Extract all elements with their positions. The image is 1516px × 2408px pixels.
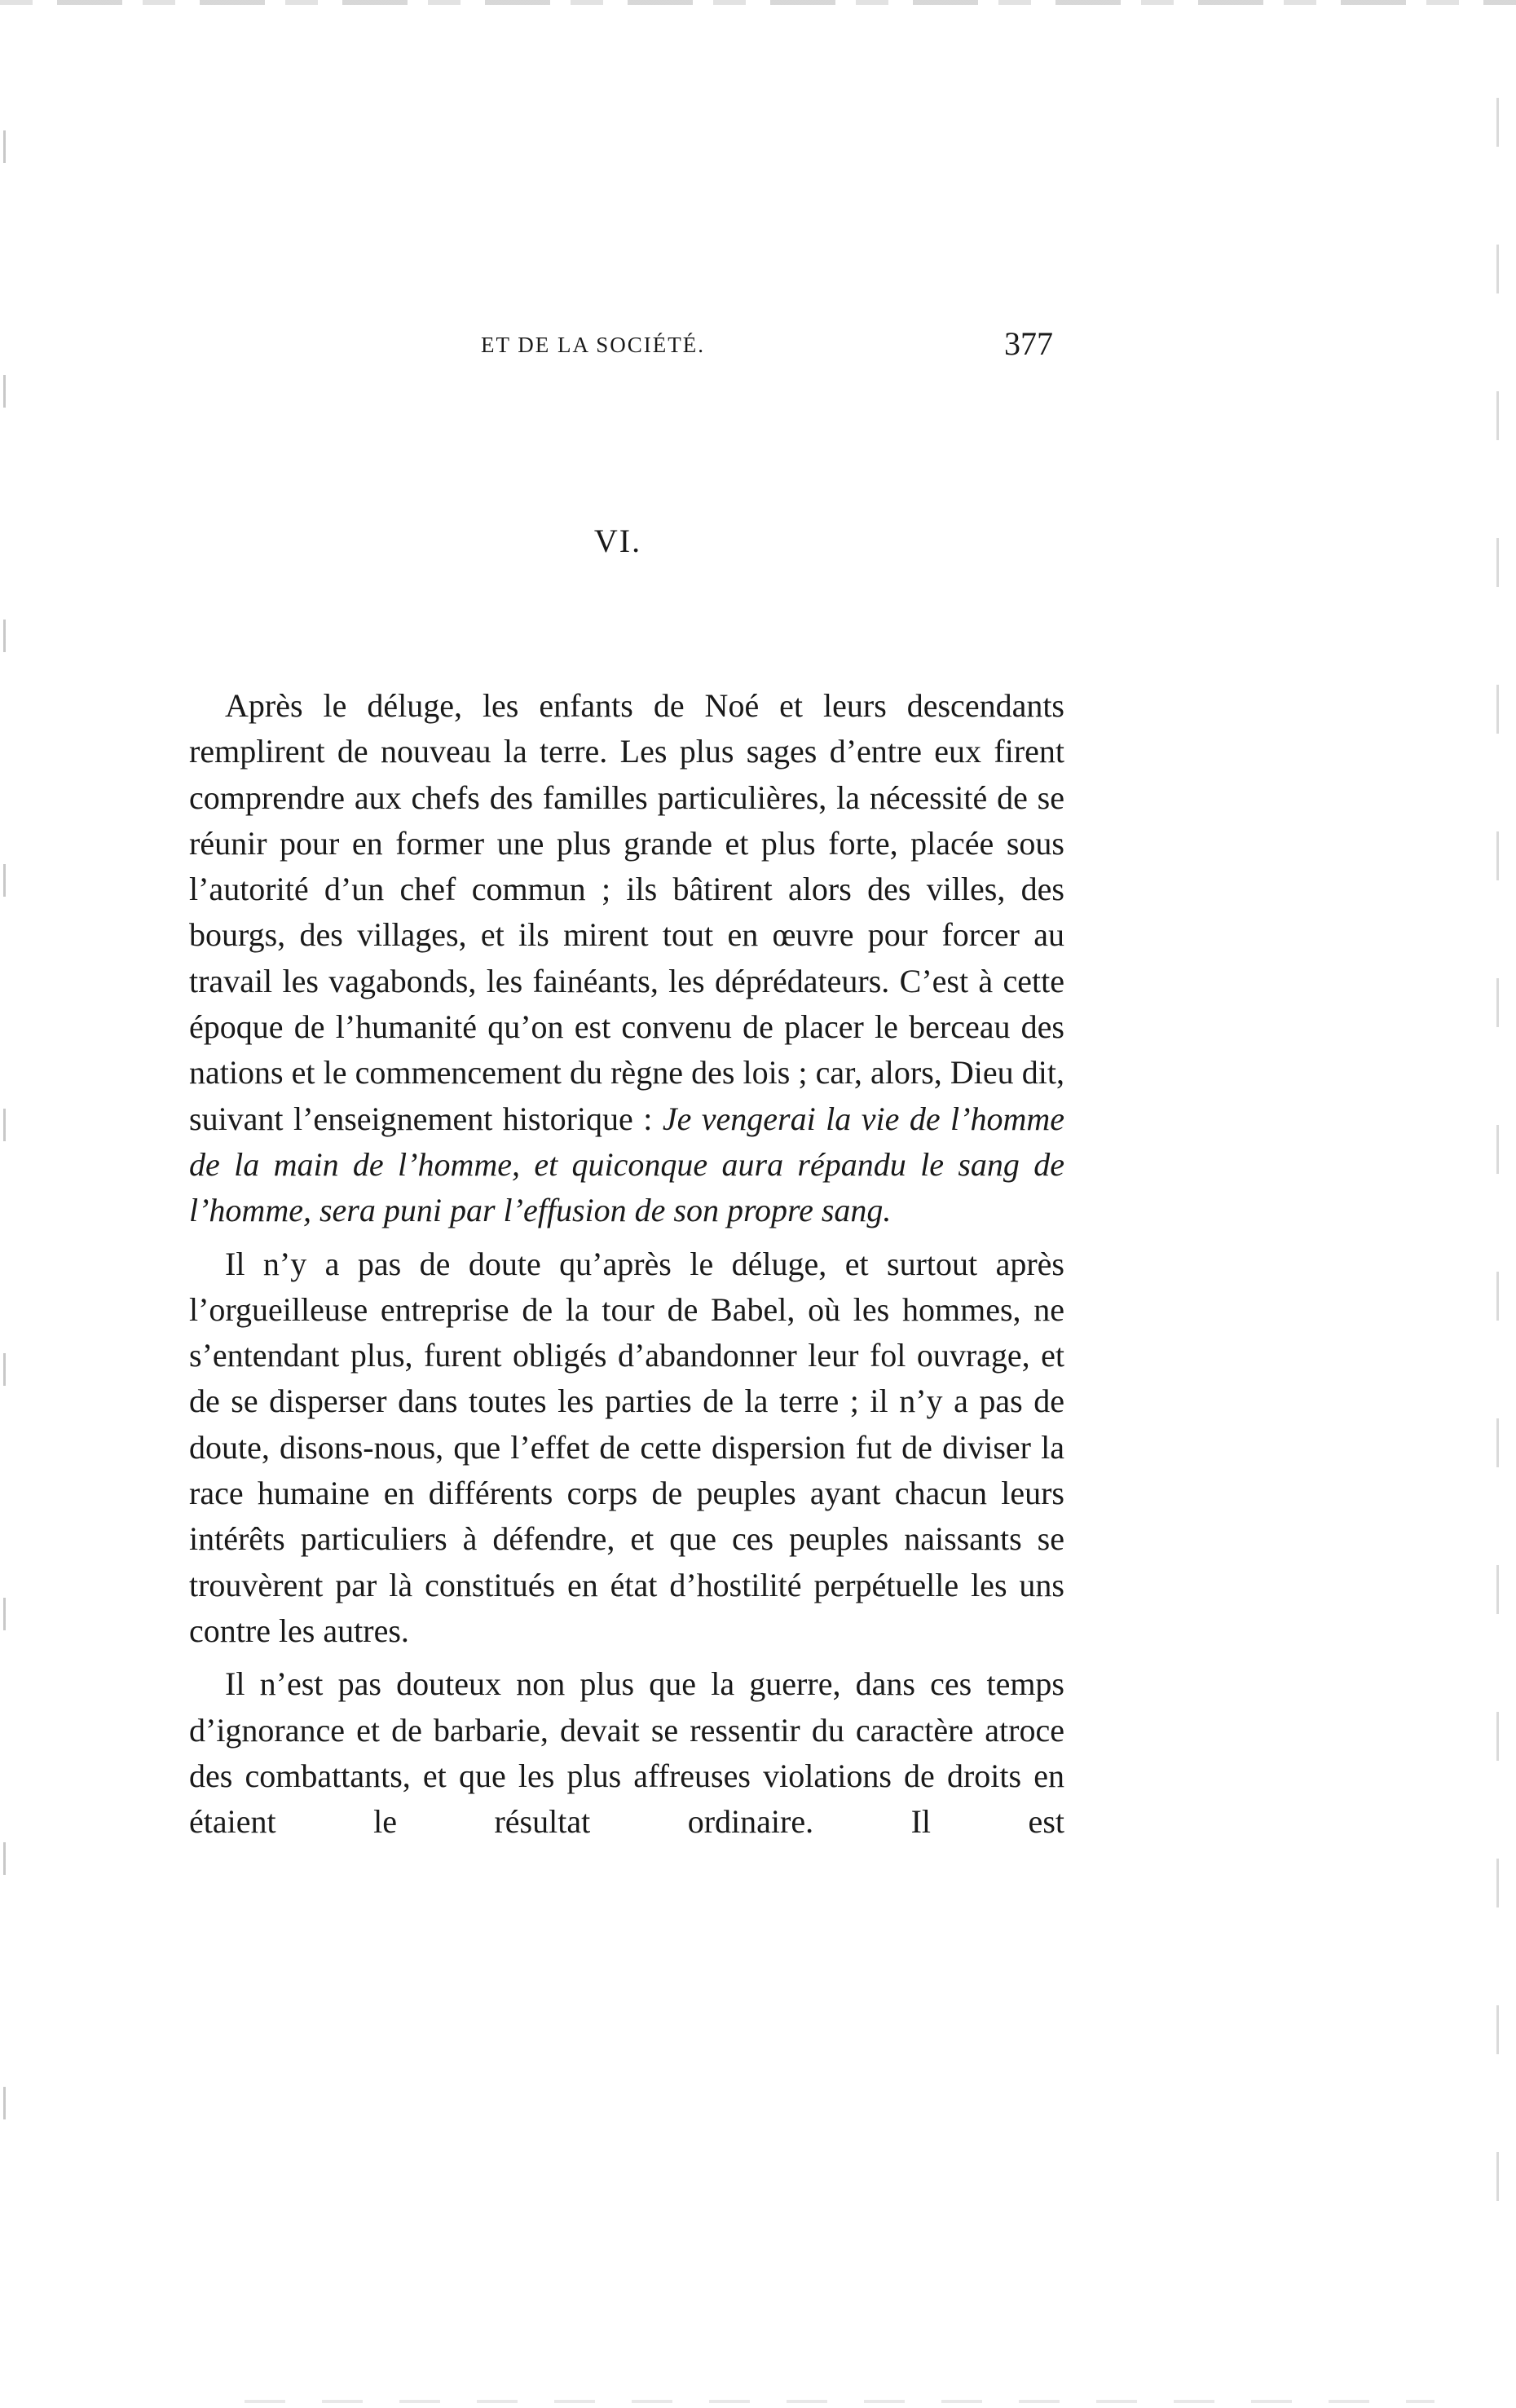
body-text [189, 683, 1064, 1845]
section-heading: VI. [593, 523, 642, 559]
scan-left-edge [3, 130, 6, 2217]
page-number: 377 [1004, 325, 1053, 362]
biblical-quote: Je vengerai la vie de l’homme de la main de l’homme, et quiconque aura répandu le sang de l’homme, sera puni par l’effusion de son propre sang. [189, 1100, 1065, 1229]
paragraph: Il n’est pas douteux non plus que la guerre, dans ces temps d’ignorance et de barbarie, devait se ressentir du caractère atroce des combattants, et que les plus affreuses violations de droits en étaient le résultat ordinaire. Il est [189, 1665, 1064, 1841]
scan-right-edge [1496, 98, 1499, 2217]
running-head: ET DE LA SOCIÉTÉ. [481, 333, 705, 357]
paragraph: Il n’y a pas de doute qu’après le déluge, et surtout après l’orgueilleuse entreprise de la tour de Babel, où les hommes, ne s’entendant plus, furent obligés d’abandonner leur fol ouvrage, et de se disperser dans toutes les parties de la terre ; il n’y a pas de doute, disons-nous, que l’effet de cette dispersion fut de diviser la race humaine en différents corps de peuples ayant chacun leurs intérêts particuliers à défendre, et que ces peuples naissants se trouvèrent par là constitués en état d’hostilité perpétuelle les uns contre les autres. [189, 1245, 1064, 1649]
paragraph [189, 683, 1064, 1234]
scan-top-edge [0, 0, 1516, 5]
paragraph-text: Après le déluge, les enfants de Noé et leurs descendants remplirent de nouveau la terre. Les plus sages d’entre eux firent comprendre aux chefs des familles particulières, la nécessité de se réunir pour en former une plus grande et plus forte, placée sous l’autorité d’un chef commun ; ils bâtirent alors des villes, des bourgs, des villages, et ils mirent tout en œuvre pour forcer au travail les vagabonds, les fainéants, les déprédateurs. C’est à cette époque de l’humanité qu’on est convenu de placer le berceau des nations et le commencement du règne des lois ; car, alors, Dieu dit, suivant l’enseignement historique : [189, 687, 1064, 1137]
scan-bottom-edge [245, 2400, 1434, 2403]
